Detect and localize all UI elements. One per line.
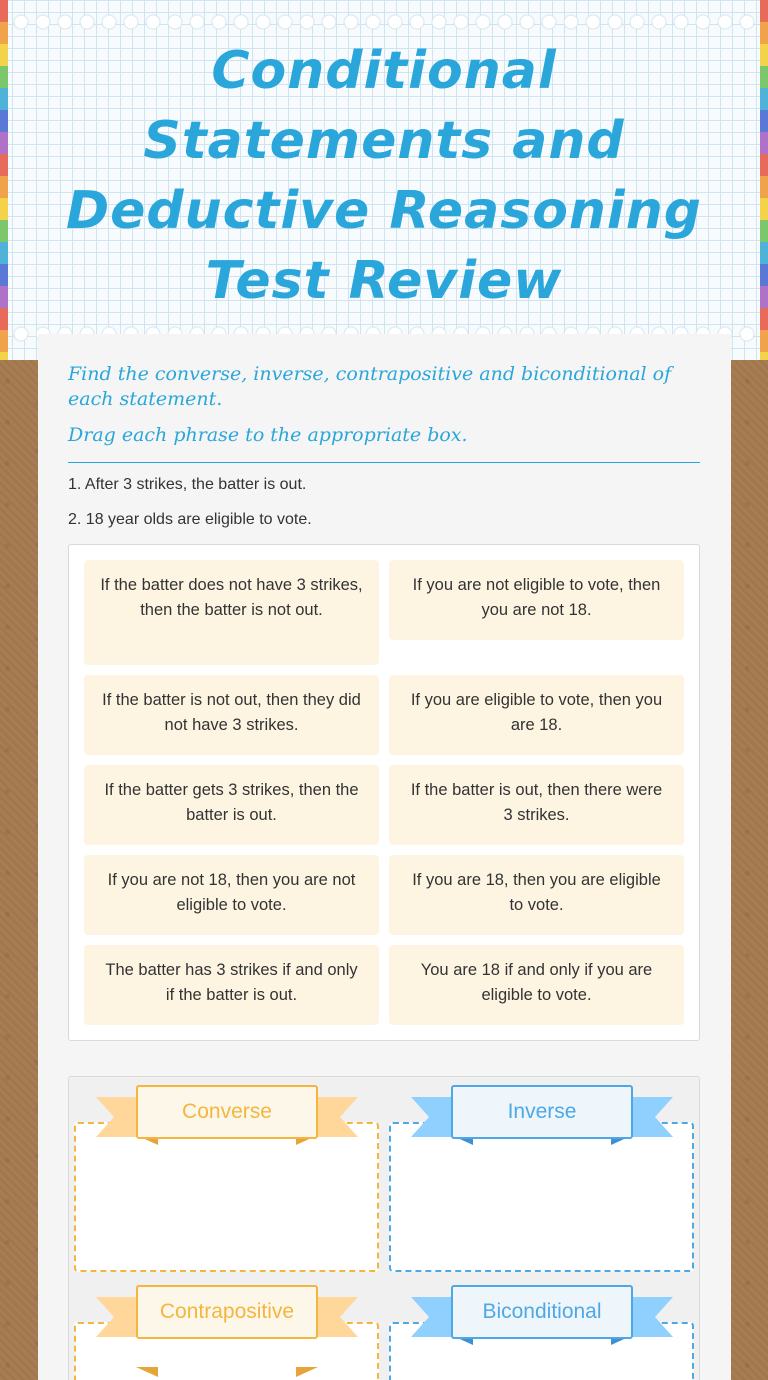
converse-label: Converse (136, 1085, 318, 1139)
biconditional-ribbon (411, 1285, 673, 1335)
rainbow-edge-left (0, 0, 8, 360)
draggable-phrase[interactable]: If you are not 18, then you are not eligible to vote. (84, 855, 379, 935)
inverse-label: Inverse (451, 1085, 633, 1139)
divider (68, 462, 700, 463)
rainbow-edge-right (760, 0, 768, 360)
draggable-phrase[interactable]: If the batter gets 3 strikes, then the batter is out. (84, 765, 379, 845)
inverse-drop-box[interactable] (389, 1122, 694, 1272)
worksheet-title: Conditional Statements and Deductive Reasoning Test Review (65, 41, 703, 311)
instruction-line: Drag each phrase to the appropriate box. (68, 424, 468, 446)
instructions (68, 362, 700, 448)
draggable-phrase[interactable]: If the batter does not have 3 strikes, then the batter is not out. (84, 560, 379, 665)
worksheet-header (0, 0, 768, 360)
paper-holes-top (10, 12, 758, 32)
statement-2: 2. 18 year olds are eligible to vote. (68, 511, 312, 528)
inverse-ribbon (411, 1085, 673, 1135)
worksheet-card (38, 334, 731, 1380)
biconditional-label: Biconditional (451, 1285, 633, 1339)
converse-ribbon (96, 1085, 358, 1135)
draggable-phrase[interactable]: The batter has 3 strikes if and only if the batter is out. (84, 945, 379, 1025)
instruction-line: Find the converse, inverse, contrapositive and biconditional of each statement. (68, 363, 672, 410)
contrapositive-label: Contrapositive (136, 1285, 318, 1339)
statement-1: 1. After 3 strikes, the batter is out. (68, 476, 307, 493)
draggable-phrase[interactable]: If you are eligible to vote, then you are 18. (389, 675, 684, 755)
draggable-phrase[interactable]: If the batter is not out, then they did not have 3 strikes. (84, 675, 379, 755)
draggable-phrase[interactable]: If you are 18, then you are eligible to vote. (389, 855, 684, 935)
drop-zones (68, 1076, 700, 1380)
draggable-phrase[interactable]: You are 18 if and only if you are eligible to vote. (389, 945, 684, 1025)
contrapositive-ribbon (96, 1285, 358, 1335)
phrase-bank (68, 544, 700, 1041)
converse-drop-box[interactable] (74, 1122, 379, 1272)
draggable-phrase[interactable]: If you are not eligible to vote, then you are not 18. (389, 560, 684, 640)
draggable-phrase[interactable]: If the batter is out, then there were 3 strikes. (389, 765, 684, 845)
